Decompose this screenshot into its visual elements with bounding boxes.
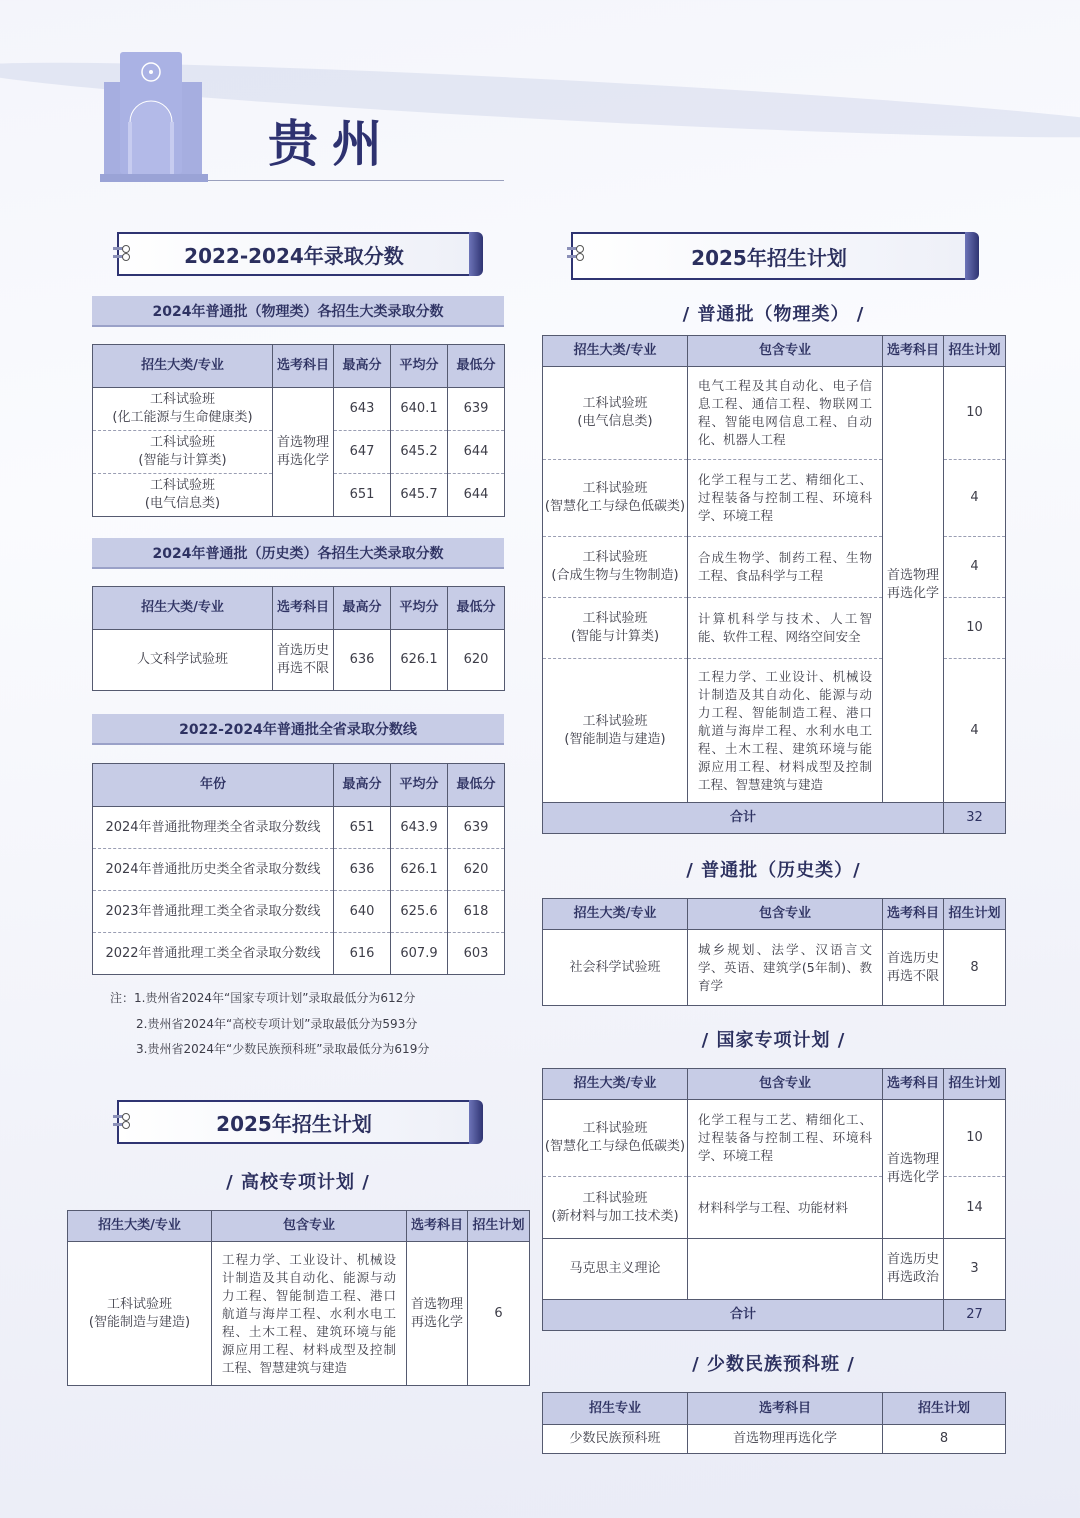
table-title-history-scores: 2024年普通批（历史类）各招生大类录取分数	[92, 538, 504, 569]
total-label: 合计	[543, 1300, 944, 1331]
subject-cell: 首选历史 再选不限	[883, 930, 944, 1006]
avg-score: 645.2	[391, 431, 448, 474]
column-header: 招生大类/专业	[543, 899, 688, 930]
total-row	[543, 803, 1006, 834]
title-divider	[208, 180, 504, 181]
year-cell: 2024年普通批物理类全省录取分数线	[93, 807, 334, 849]
binder-rings-icon	[113, 1110, 133, 1136]
majors-cell: 城乡规划、法学、汉语言文学、英语、建筑学(5年制)、教育学	[688, 930, 883, 1006]
province-title: 贵州	[268, 115, 396, 173]
category-cell: 工科试验班 (合成生物与生物制造)	[543, 537, 688, 598]
subject-cell: 首选物理 再选化学	[407, 1242, 468, 1386]
category-cell: 工科试验班 (智慧化工与绿色低碳类)	[543, 460, 688, 537]
avg-score: 626.1	[391, 849, 448, 891]
column-header: 选考科目	[883, 899, 944, 930]
max-score: 647	[334, 431, 391, 474]
table-row	[543, 1425, 1006, 1454]
binder-rings-icon	[567, 242, 587, 268]
major-cell: 少数民族预科班	[543, 1425, 688, 1454]
category-cell: 工科试验班 (智慧化工与绿色低碳类)	[543, 1100, 688, 1177]
section-banner-plan-right	[571, 232, 965, 280]
history-scores-table	[92, 586, 505, 691]
table-row	[543, 1100, 1006, 1177]
majors-cell	[688, 1239, 883, 1300]
subtitle-ethnic-prep: / 少数民族预科班 /	[692, 1354, 855, 1375]
note-line: 3.贵州省2024年“少数民族预科班”录取最低分为619分	[136, 1042, 430, 1056]
physics-scores-table	[92, 344, 505, 517]
total-row	[543, 1300, 1006, 1331]
category-cell: 社会科学试验班	[543, 930, 688, 1006]
column-header: 平均分	[391, 764, 448, 807]
section-banner-label: 2025年招生计划	[216, 1111, 372, 1136]
max-score: 651	[334, 807, 391, 849]
column-header: 最高分	[334, 587, 391, 630]
column-header: 最高分	[334, 764, 391, 807]
column-header: 选考科目	[273, 587, 334, 630]
max-score: 651	[334, 474, 391, 517]
category-cell: 人文科学试验班	[93, 630, 273, 691]
column-header: 最低分	[448, 764, 505, 807]
plan-cell: 4	[944, 659, 1006, 803]
column-header: 招生计划	[468, 1211, 530, 1242]
section-banner-plan-left	[117, 1100, 469, 1144]
ethnic-prep-plan-table	[542, 1392, 1006, 1454]
majors-cell: 合成生物学、制药工程、生物工程、食品科学与工程	[688, 537, 883, 598]
table-row	[93, 630, 505, 691]
max-score: 616	[334, 933, 391, 975]
subtitle-national-special: / 国家专项计划 /	[701, 1030, 846, 1051]
plan-cell: 10	[944, 367, 1006, 460]
plan-cell: 3	[944, 1239, 1006, 1300]
avg-score: 645.7	[391, 474, 448, 517]
year-cell: 2024年普通批历史类全省录取分数线	[93, 849, 334, 891]
column-header: 招生计划	[944, 899, 1006, 930]
plan-cell: 10	[944, 1100, 1006, 1177]
category-cell: 工科试验班 (新材料与加工技术类)	[543, 1177, 688, 1239]
column-header: 招生大类/专业	[543, 336, 688, 367]
column-header: 年份	[93, 764, 334, 807]
column-header: 最高分	[334, 345, 391, 388]
university-special-plan-table	[67, 1210, 530, 1386]
category-cell: 马克思主义理论	[543, 1239, 688, 1300]
avg-score: 607.9	[391, 933, 448, 975]
plan-cell: 8	[883, 1425, 1006, 1454]
column-header: 选考科目	[688, 1393, 883, 1425]
min-score: 644	[448, 431, 505, 474]
national-special-plan-table	[542, 1068, 1006, 1331]
plan-cell: 10	[944, 598, 1006, 659]
subject-cell: 首选历史 再选政治	[883, 1239, 944, 1300]
university-gate-icon	[100, 52, 208, 182]
column-header: 最低分	[448, 587, 505, 630]
column-header: 选考科目	[883, 336, 944, 367]
year-cell: 2023年普通批理工类全省录取分数线	[93, 891, 334, 933]
column-header: 招生专业	[543, 1393, 688, 1425]
majors-cell: 电气工程及其自动化、电子信息工程、通信工程、物联网工程、智能电网信息工程、自动化、机器人工程	[688, 367, 883, 460]
table-row	[93, 891, 505, 933]
category-cell: 工科试验班 (智能制造与建造)	[68, 1242, 212, 1386]
column-header: 包含专业	[688, 899, 883, 930]
majors-cell: 材料科学与工程、功能材料	[688, 1177, 883, 1239]
max-score: 643	[334, 388, 391, 431]
column-header: 招生大类/专业	[93, 345, 273, 388]
max-score: 636	[334, 630, 391, 691]
column-header: 包含专业	[688, 1069, 883, 1100]
subject-cell: 首选物理 再选化学	[883, 367, 944, 803]
category-cell: 工科试验班 (电气信息类)	[543, 367, 688, 460]
majors-cell: 化学工程与工艺、精细化工、过程装备与控制工程、环境科学、环境工程	[688, 1100, 883, 1177]
table-row	[543, 1239, 1006, 1300]
year-cell: 2022年普通批理工类全省录取分数线	[93, 933, 334, 975]
avg-score: 625.6	[391, 891, 448, 933]
plan-cell: 6	[468, 1242, 530, 1386]
plan-cell: 4	[944, 460, 1006, 537]
table-row	[68, 1242, 530, 1386]
subtitle-physics-plan: / 普通批（物理类） /	[682, 304, 865, 325]
section-banner-label: 2025年招生计划	[691, 245, 847, 270]
subtitle-history-plan: / 普通批（历史类）/	[686, 860, 861, 881]
table-row	[93, 849, 505, 891]
min-score: 603	[448, 933, 505, 975]
notes	[110, 986, 429, 1063]
category-cell: 工科试验班 (智能与计算类)	[543, 598, 688, 659]
section-banner-label: 2022-2024年录取分数	[184, 243, 404, 268]
column-header: 选考科目	[407, 1211, 468, 1242]
note-line: 2.贵州省2024年“高校专项计划”录取最低分为593分	[136, 1016, 418, 1031]
total-label: 合计	[543, 803, 944, 834]
category-cell: 工科试验班 (化工能源与生命健康类)	[93, 388, 273, 431]
subtitle-university-special: / 高校专项计划 /	[226, 1172, 370, 1193]
min-score: 644	[448, 474, 505, 517]
subject-cell: 首选历史 再选不限	[273, 630, 334, 691]
avg-score: 640.1	[391, 388, 448, 431]
avg-score: 626.1	[391, 630, 448, 691]
physics-plan-table	[542, 335, 1006, 834]
table-row	[543, 930, 1006, 1006]
majors-cell: 化学工程与工艺、精细化工、过程装备与控制工程、环境科学、环境工程	[688, 460, 883, 537]
min-score: 618	[448, 891, 505, 933]
section-banner-scores	[117, 232, 469, 276]
majors-cell: 工程力学、工业设计、机械设计制造及其自动化、能源与动力工程、智能制造工程、港口航道与海岸工程、水利水电工程、土木工程、建筑环境与能源应用工程、材料成型及控制工程、智慧建筑与建造	[688, 659, 883, 803]
plan-cell: 8	[944, 930, 1006, 1006]
column-header: 招生大类/专业	[68, 1211, 212, 1242]
max-score: 640	[334, 891, 391, 933]
column-header: 选考科目	[273, 345, 334, 388]
column-header: 招生计划	[944, 336, 1006, 367]
column-header: 平均分	[391, 587, 448, 630]
column-header: 最低分	[448, 345, 505, 388]
table-row	[543, 367, 1006, 460]
min-score: 620	[448, 630, 505, 691]
majors-cell: 计算机科学与技术、人工智能、软件工程、网络空间安全	[688, 598, 883, 659]
column-header: 选考科目	[883, 1069, 944, 1100]
category-cell: 工科试验班 (电气信息类)	[93, 474, 273, 517]
max-score: 636	[334, 849, 391, 891]
avg-score: 643.9	[391, 807, 448, 849]
column-header: 平均分	[391, 345, 448, 388]
min-score: 620	[448, 849, 505, 891]
plan-cell: 4	[944, 537, 1006, 598]
majors-cell: 工程力学、工业设计、机械设计制造及其自动化、能源与动力工程、智能制造工程、港口航道与海岸工程、水利水电工程、土木工程、建筑环境与能源应用工程、材料成型及控制工程、智慧建筑与建造	[212, 1242, 407, 1386]
province-lines-table	[92, 763, 505, 975]
table-title-physics-scores: 2024年普通批（物理类）各招生大类录取分数	[92, 296, 504, 327]
min-score: 639	[448, 388, 505, 431]
table-row	[93, 933, 505, 975]
column-header: 招生大类/专业	[93, 587, 273, 630]
column-header: 招生大类/专业	[543, 1069, 688, 1100]
subject-cell: 首选物理再选化学	[688, 1425, 883, 1454]
column-header: 包含专业	[212, 1211, 407, 1242]
category-cell: 工科试验班 (智能制造与建造)	[543, 659, 688, 803]
note-line: 注：1.贵州省2024年“国家专项计划”录取最低分为612分	[110, 991, 416, 1005]
table-row	[93, 388, 505, 431]
column-header: 招生计划	[883, 1393, 1006, 1425]
subject-cell: 首选物理 再选化学	[273, 388, 334, 517]
table-row	[93, 807, 505, 849]
column-header: 招生计划	[944, 1069, 1006, 1100]
category-cell: 工科试验班 (智能与计算类)	[93, 431, 273, 474]
subject-cell: 首选物理 再选化学	[883, 1100, 944, 1239]
history-plan-table	[542, 898, 1006, 1006]
plan-cell: 14	[944, 1177, 1006, 1239]
min-score: 639	[448, 807, 505, 849]
table-title-province-lines: 2022-2024年普通批全省录取分数线	[92, 714, 504, 745]
binder-rings-icon	[113, 242, 133, 268]
total-value: 32	[944, 803, 1006, 834]
column-header: 包含专业	[688, 336, 883, 367]
total-value: 27	[944, 1300, 1006, 1331]
